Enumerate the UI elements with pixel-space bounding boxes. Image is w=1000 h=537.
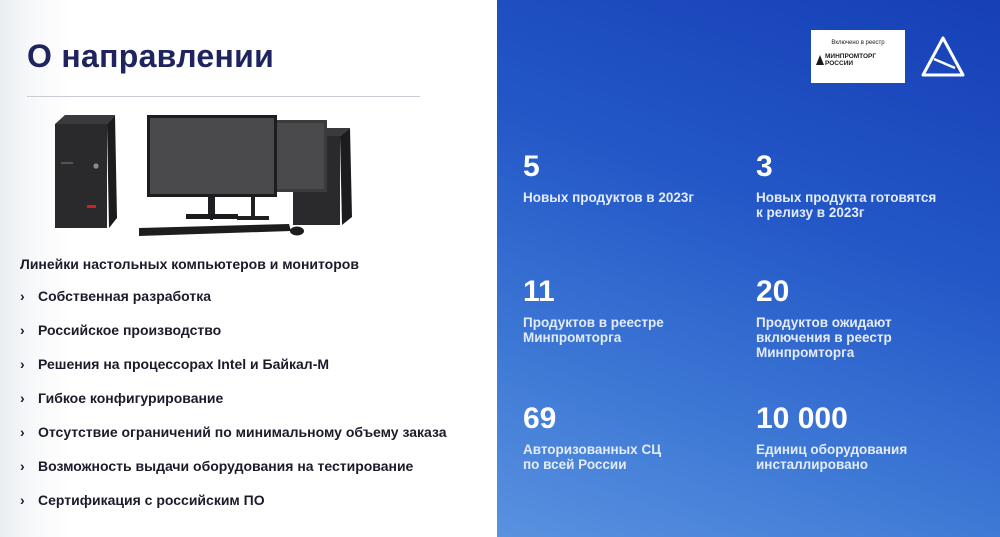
desktop-pc-and-monitor-illustration: [55, 110, 365, 245]
stat-pending-registry: [756, 275, 892, 360]
stat-upcoming-products: [756, 150, 936, 220]
feature-item: [20, 424, 480, 441]
chevron-right-icon: ›: [20, 424, 25, 440]
registry-badge: [811, 30, 905, 83]
chevron-right-icon: ›: [20, 390, 25, 406]
feature-item: [20, 492, 480, 509]
stat-value: 3: [756, 150, 773, 183]
chevron-right-icon: ›: [20, 288, 25, 304]
feature-item: [20, 458, 480, 475]
stat-description: Авторизованных СЦ по всей России: [523, 442, 662, 472]
title-divider: [27, 96, 420, 97]
feature-list: [20, 288, 480, 509]
stats-panel: [497, 0, 1000, 537]
stat-value: 11: [523, 275, 555, 308]
feature-item: [20, 356, 480, 373]
feature-text: Сертификация с российским ПО: [38, 492, 265, 508]
stat-new-products: [523, 150, 694, 205]
stat-registry-products: [523, 275, 664, 345]
product-lines-heading: Линейки настольных компьютеров и мониторов: [20, 256, 359, 272]
feature-item: [20, 322, 480, 339]
feature-text: Гибкое конфигурирование: [38, 390, 224, 406]
feature-text: Российское производство: [38, 322, 222, 338]
stat-value: 69: [523, 402, 557, 435]
stat-service-centers: [523, 402, 661, 472]
feature-item: [20, 288, 480, 305]
stat-value: 10 000: [756, 402, 848, 435]
registry-org: МИНПРОМТОРГ РОССИИ: [825, 53, 877, 67]
stat-description: Продуктов в реестре Минпромторга: [523, 315, 664, 345]
chevron-right-icon: ›: [20, 322, 25, 338]
feature-text: Собственная разработка: [38, 288, 212, 304]
feature-item: [20, 390, 480, 407]
stat-description: Продуктов ожидают включения в реестр Минпромторга: [756, 315, 892, 360]
stat-description: Новых продуктов в 2023г: [523, 190, 694, 205]
chevron-right-icon: ›: [20, 356, 25, 372]
feature-text: Отсутствие ограничений по минимальному объему заказа: [38, 424, 447, 440]
stat-description: Новых продукта готовятся к релизу в 2023г: [756, 190, 937, 220]
stat-value: 5: [523, 150, 540, 183]
stat-value: 20: [756, 275, 790, 308]
left-panel: [0, 0, 497, 537]
triangle-logo-icon: [920, 35, 966, 79]
chevron-right-icon: ›: [20, 492, 25, 508]
feature-text: Решения на процессорах Intel и Байкал-М: [38, 356, 330, 372]
stat-installed-units: [756, 402, 907, 472]
page-title: О направлении: [27, 38, 275, 74]
stat-description: Единиц оборудования инсталлировано: [756, 442, 908, 472]
chevron-right-icon: ›: [20, 458, 25, 474]
registry-caption: Включено в реестр: [831, 40, 885, 46]
feature-text: Возможность выдачи оборудования на тестирование: [38, 458, 414, 474]
minpromtorg-emblem-icon: [816, 55, 824, 65]
